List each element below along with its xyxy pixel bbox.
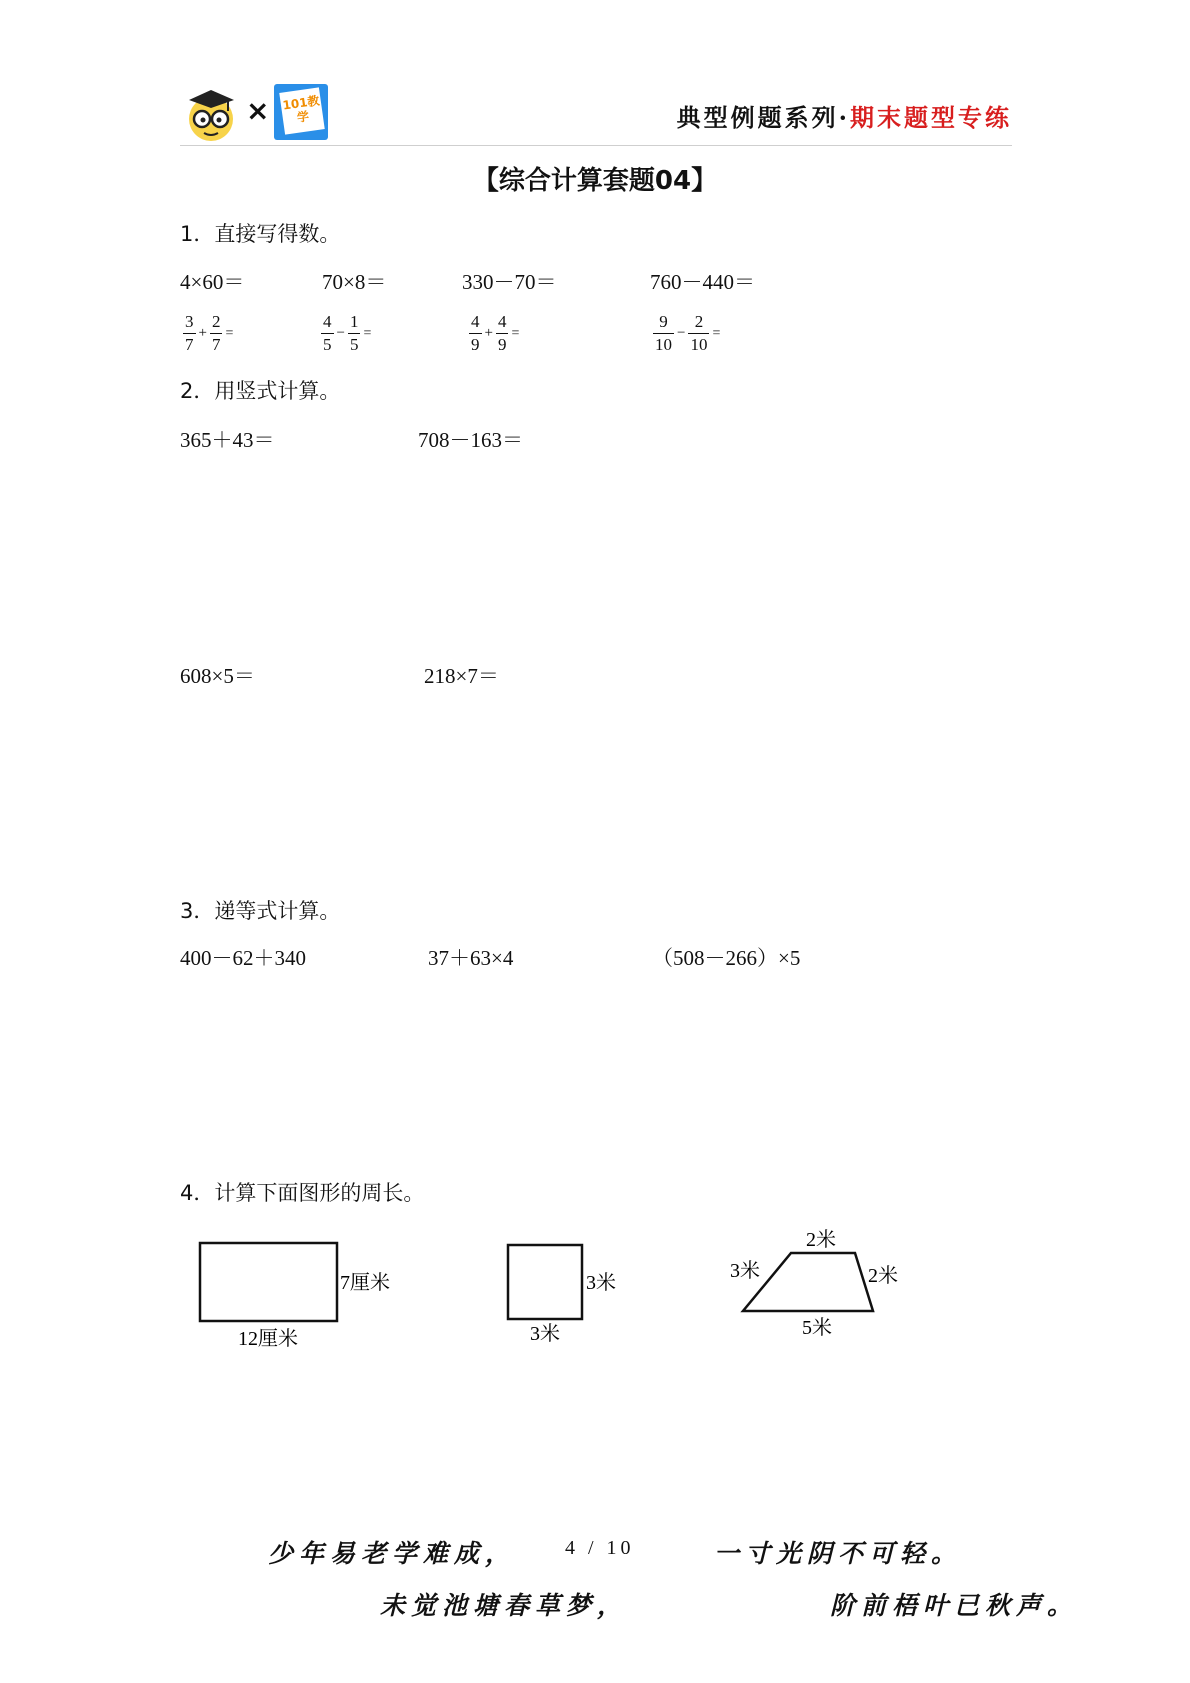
- numerator: 4: [323, 312, 332, 331]
- poem-line1-right: 一寸光阴不可轻。: [714, 1539, 963, 1568]
- series-title: 典型例题系列·: [676, 103, 850, 132]
- q3-expr-3: （508－266）×5: [652, 946, 801, 970]
- page-title: 【综合计算套题04】: [472, 166, 718, 196]
- denominator: 10: [690, 335, 708, 354]
- q3-expr-1: 400－62＋340: [180, 946, 306, 970]
- q2-expr-3: 608×5＝: [180, 664, 255, 688]
- poem-line2-right: 阶前梧叶已秋声。: [830, 1591, 1079, 1620]
- q4-heading: 4．计算下面图形的周长。: [180, 1181, 425, 1205]
- badge-text: 101教学: [281, 93, 321, 125]
- denominator: 7: [211, 335, 221, 354]
- page-number: 4 / 10: [565, 1537, 635, 1559]
- square-side-label: 3米: [586, 1272, 616, 1294]
- denominator: 10: [655, 335, 672, 354]
- trapezoid-top-label: 2米: [806, 1229, 836, 1251]
- equals: =: [511, 325, 520, 341]
- q2-expr-2: 708－163＝: [418, 428, 523, 452]
- q3-heading: 3．递等式计算。: [180, 899, 341, 923]
- square-bottom-label: 3米: [530, 1323, 560, 1345]
- q3-expr-2: 37＋63×4: [428, 946, 514, 970]
- q1-expr-1: 4×60＝: [180, 270, 245, 294]
- trapezoid-right-label: 2米: [868, 1265, 898, 1287]
- times-sign: ×: [246, 94, 270, 127]
- q1-expr-4: 760－440＝: [650, 270, 755, 294]
- poem-line1-left: 少年易老学难成，: [268, 1539, 517, 1568]
- q1-expr-3: 330－70＝: [462, 270, 557, 294]
- rectangle-shape: [200, 1243, 337, 1321]
- denominator: 7: [185, 335, 194, 354]
- numerator: 2: [211, 312, 221, 331]
- q1-heading: 1．直接写得数。: [180, 222, 341, 246]
- poem-line2-left: 未觉池塘春草梦，: [380, 1591, 629, 1620]
- operator: +: [198, 325, 207, 341]
- operator: −: [677, 325, 686, 341]
- rectangle-height-label: 7厘米: [340, 1272, 390, 1294]
- q1-expr-2: 70×8＝: [322, 270, 387, 294]
- operator: +: [484, 325, 493, 341]
- trapezoid-left-label: 3米: [730, 1260, 760, 1282]
- denominator: 5: [323, 335, 332, 354]
- q2-expr-4: 218×7＝: [424, 664, 499, 688]
- trapezoid-shape: [743, 1253, 873, 1311]
- denominator: 9: [497, 335, 507, 354]
- numerator: 1: [349, 312, 359, 331]
- denominator: 9: [471, 335, 480, 354]
- equals: =: [363, 325, 372, 341]
- equals: =: [712, 325, 721, 341]
- rectangle-width-label: 12厘米: [238, 1328, 298, 1350]
- series-subtitle: 期末题型专练: [850, 103, 1012, 132]
- numerator: 9: [659, 312, 668, 331]
- numerator: 3: [185, 312, 194, 331]
- denominator: 5: [349, 335, 359, 354]
- q2-expr-1: 365＋43＝: [180, 428, 275, 452]
- square-shape: [508, 1245, 582, 1319]
- q2-heading: 2．用竖式计算。: [180, 379, 341, 403]
- numerator: 4: [497, 312, 507, 331]
- operator: −: [336, 325, 345, 341]
- equals: =: [225, 325, 234, 341]
- trapezoid-bottom-label: 5米: [802, 1317, 832, 1339]
- numerator: 2: [694, 312, 704, 331]
- numerator: 4: [471, 312, 480, 331]
